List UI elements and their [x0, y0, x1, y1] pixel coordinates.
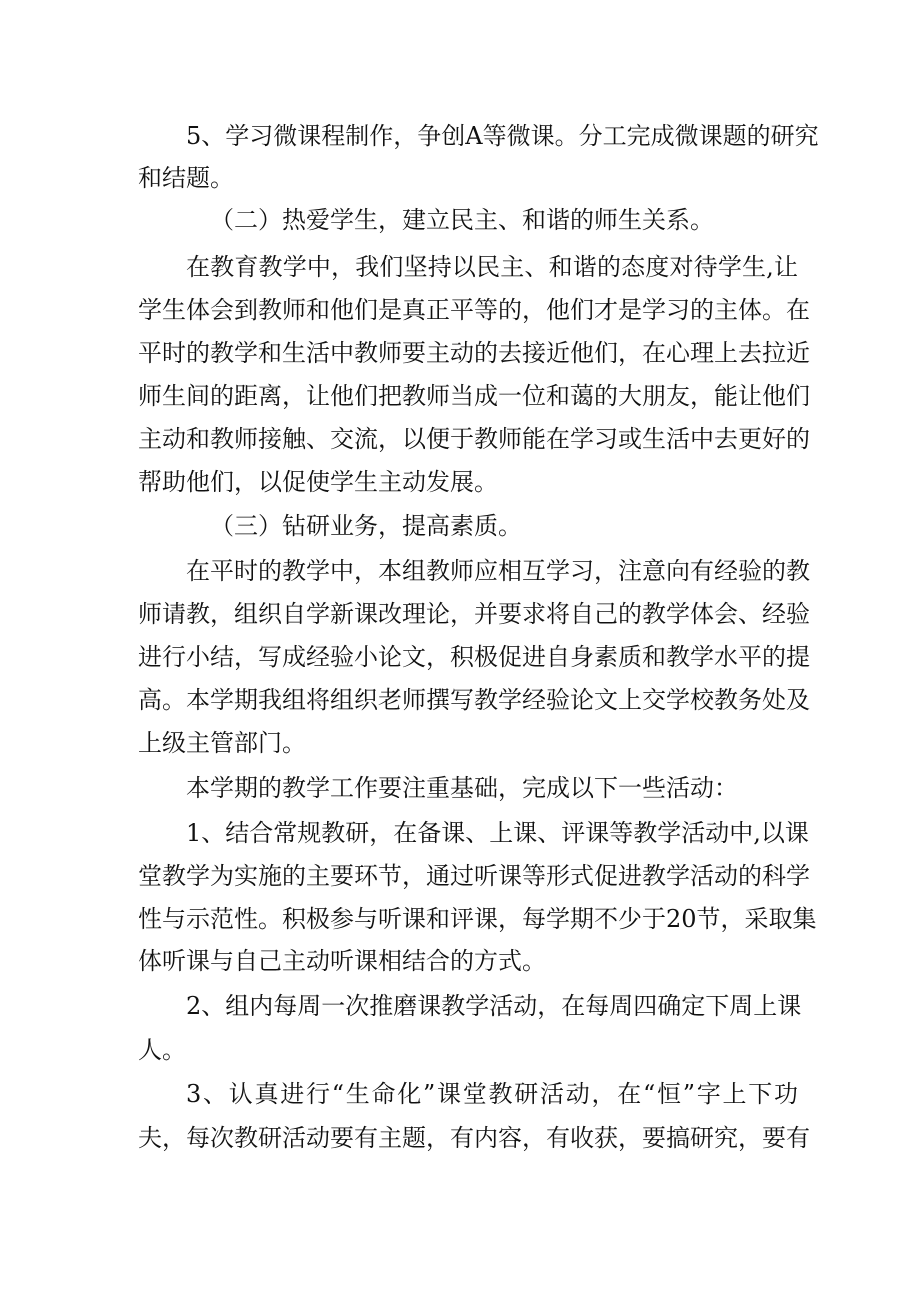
paragraph-5-line-4: 体听课与自己主动听课相结合的方式。	[138, 947, 546, 975]
paragraph-item-5-line-1: 5、学习微课程制作，争创A等微课。分工完成微课题的研究	[186, 122, 819, 150]
paragraph-2-line-3: 平时的教学和生活中教师要主动的去接近他们，在心理上去拉近	[138, 339, 810, 367]
paragraph-3-line-5: 上级主管部门。	[138, 729, 306, 757]
paragraph-3-line-1: 在平时的教学中，本组教师应相互学习，注意向有经验的教	[186, 557, 810, 585]
paragraph-5-line-1: 1、结合常规教研，在备课、上课、评课等教学活动中,以课	[186, 819, 809, 847]
paragraph-3-line-2: 师请教，组织自学新课改理论，并要求将自己的教学体会、经验	[138, 600, 810, 628]
paragraph-2-line-2: 学生体会到教师和他们是真正平等的，他们才是学习的主体。在	[138, 296, 810, 324]
section-heading-2: （二）热爱学生，建立民主、和谐的师生关系。	[210, 206, 714, 234]
paragraph-2-line-6: 帮助他们，以促使学生主动发展。	[138, 468, 498, 496]
section-heading-3: （三）钻研业务，提高素质。	[210, 512, 522, 540]
paragraph-3-line-3: 进行小结，写成经验小论文，积极促进自身素质和教学水平的提	[138, 643, 810, 671]
paragraph-7-line-1: 3、认真进行“生命化”课堂教研活动，在“恒”字上下功	[186, 1080, 798, 1108]
paragraph-4-line-1: 本学期的教学工作要注重基础，完成以下一些活动：	[186, 774, 738, 802]
paragraph-6-line-2: 人。	[138, 1036, 186, 1064]
paragraph-2-line-4: 师生间的距离，让他们把教师当成一位和蔼的大朋友，能让他们	[138, 382, 810, 410]
paragraph-5-line-3: 性与示范性。积极参与听课和评课，每学期不少于20节，采取集	[138, 905, 817, 933]
paragraph-2-line-5: 主动和教师接触、交流，以便于教师能在学习或生活中去更好的	[138, 425, 810, 453]
paragraph-2-line-1: 在教育教学中，我们坚持以民主、和谐的态度对待学生,让	[186, 253, 798, 281]
paragraph-7-line-2: 夫，每次教研活动要有主题，有内容，有收获，要搞研究，要有	[138, 1124, 810, 1152]
paragraph-6-line-1: 2、组内每周一次推磨课教学活动，在每周四确定下周上课	[186, 992, 802, 1020]
paragraph-item-5-line-2: 和结题。	[138, 164, 234, 192]
paragraph-3-line-4: 高。本学期我组将组织老师撰写教学经验论文上交学校教务处及	[138, 686, 810, 714]
paragraph-5-line-2: 堂教学为实施的主要环节，通过听课等形式促进教学活动的科学	[138, 862, 810, 890]
